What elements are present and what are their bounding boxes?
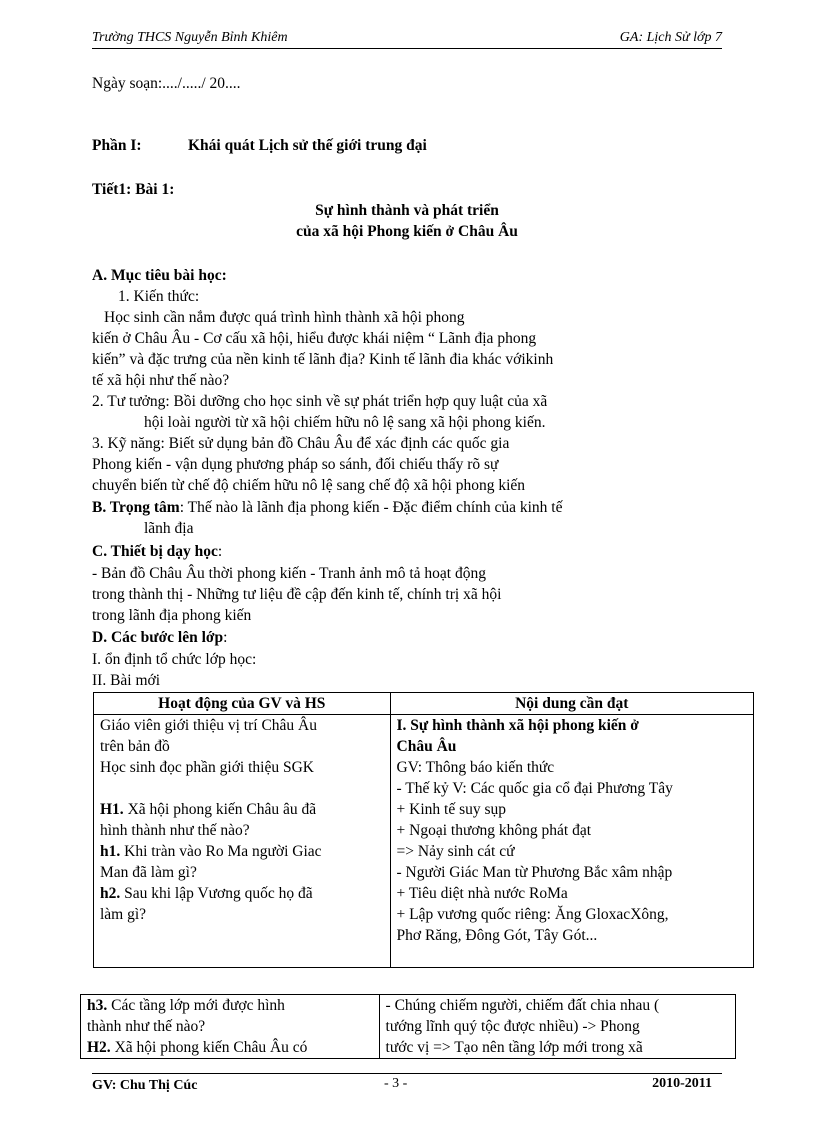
lesson-label: Tiết1: Bài 1:: [92, 181, 175, 198]
section-c-heading: [92, 542, 222, 562]
section-b-text: : Thế nào là lãnh địa phong kiến - Đặc điểm chính của kinh tế: [179, 499, 563, 516]
cell-line: làm gì?: [100, 906, 147, 923]
question-text: Sau khi lập Vương quốc họ đã: [120, 885, 313, 902]
question-label: h1.: [100, 843, 121, 860]
question-H2: [87, 1037, 373, 1058]
section-c-line: trong lãnh địa phong kiến: [92, 607, 252, 624]
section-b-line-2: lãnh địa: [144, 520, 194, 537]
section-d-label: D. Các bước lên lớp: [92, 629, 224, 646]
cell-line: Man đã làm gì?: [100, 864, 197, 881]
activities-cell: [81, 995, 380, 1059]
table-row: [94, 715, 754, 968]
question-h3: [87, 995, 373, 1016]
section-b-label: B. Trọng tâm: [92, 499, 180, 516]
section-a-line: chuyển biến từ chế độ chiếm hữu nô lệ sang chế độ xã hội phong kiến: [92, 477, 526, 494]
question-text: Xã hội phong kiến Châu Âu có: [110, 1039, 308, 1056]
cell-line: thành như thế nào?: [87, 1018, 206, 1035]
cell-line: tước vị => Tạo nên tầng lớp mới trong xã: [385, 1039, 643, 1056]
lesson-title-line-1: Sự hình thành và phát triển: [315, 202, 499, 219]
cell-line: hình thành như thế nào?: [100, 822, 250, 839]
activities-cell: [94, 715, 391, 968]
cell-line: - Thế kỷ V: Các quốc gia cổ đại Phương Tây: [396, 780, 673, 797]
question-h1: [100, 799, 384, 820]
section-c-label: C. Thiết bị dạy học: [92, 543, 218, 560]
section-b-line: [92, 498, 563, 518]
section-a-line: Học sinh cần nắm được quá trình hình thành xã hội phong: [104, 309, 465, 326]
cell-line: - Người Giác Man từ Phương Bắc xâm nhập: [396, 864, 673, 881]
question-label: h2.: [100, 885, 121, 902]
cell-line: => Nảy sinh cát cứ: [396, 843, 515, 860]
blank-line: [100, 778, 384, 799]
lesson-title-line-2: của xã hội Phong kiến ở Châu Âu: [296, 223, 518, 240]
section-d-colon: :: [223, 629, 228, 646]
header-subject: GA: Lịch Sử lớp 7: [619, 30, 722, 45]
content-heading: Châu Âu: [396, 738, 457, 755]
page-footer: [92, 1073, 722, 1093]
footer-teacher: GV: Chu Thị Cúc: [92, 1078, 198, 1093]
cell-line: trên bản đồ: [100, 738, 170, 755]
question-text: Các tầng lớp mới được hình: [107, 997, 285, 1014]
section-a-heading: A. Mục tiêu bài học:: [92, 267, 227, 284]
section-a-line: kiến ở Châu Âu - Cơ cấu xã hội, hiểu được khái niệm “ Lãnh địa phong: [92, 330, 537, 347]
cell-line: Phơ Răng, Đông Gót, Tây Gót...: [396, 927, 598, 944]
footer-year: 2010-2011: [652, 1076, 712, 1091]
part-title: Khái quát Lịch sử thế giới trung đại: [188, 137, 427, 154]
page-header: [92, 30, 722, 49]
cell-line: GV: Thông báo kiến thức: [396, 759, 555, 776]
section-d-line: I. ổn định tổ chức lớp học:: [92, 651, 257, 668]
column-header-activities: Hoạt động của GV và HS: [94, 693, 391, 715]
section-c-line: - Bản đồ Châu Âu thời phong kiến - Tranh ảnh mô tả hoạt động: [92, 565, 486, 582]
question-text: Xã hội phong kiến Châu âu đã: [123, 801, 317, 818]
question-h1-sub: [100, 841, 384, 862]
section-a-line: hội loài người từ xã hội chiếm hữu nô lệ sang xã hội phong kiến.: [144, 414, 546, 431]
section-a-line: tế xã hội như thế nào?: [92, 372, 230, 389]
column-header-content: Nội dung cần đạt: [390, 693, 753, 715]
cell-line: + Lập vương quốc riêng: Ăng GloxacXông,: [396, 906, 669, 923]
cell-line: + Ngoại thương không phát đạt: [396, 822, 592, 839]
cell-line: tướng lĩnh quý tộc được nhiều) -> Phong: [385, 1018, 640, 1035]
date-line: Ngày soạn:..../...../ 20....: [92, 75, 241, 92]
question-h2: [100, 883, 384, 904]
cell-line: - Chúng chiếm người, chiếm đất chia nhau (: [385, 997, 660, 1014]
section-a-line: 3. Kỹ năng: Biết sử dụng bản đồ Châu Âu để xác định các quốc gia: [92, 435, 510, 452]
content-cell: [379, 995, 735, 1059]
section-d-line: II. Bài mới: [92, 672, 161, 689]
section-a-line: 2. Tư tưởng: Bồi dưỡng cho học sinh về sự phát triển hợp quy luật của xã: [92, 393, 548, 410]
content-cell: [390, 715, 753, 968]
section-d-heading: [92, 628, 227, 648]
table-header-row: [94, 693, 754, 715]
question-label: H2.: [87, 1039, 111, 1056]
continuation-table: [80, 994, 736, 1059]
part-label: Phần I:: [92, 137, 142, 154]
cell-line: + Kinh tế suy sụp: [396, 801, 507, 818]
cell-line: Học sinh đọc phần giới thiệu SGK: [100, 759, 314, 776]
question-text: Khi tràn vào Ro Ma người Giac: [120, 843, 322, 860]
section-a-item-1: 1. Kiến thức:: [118, 288, 200, 305]
cell-line: Giáo viên giới thiệu vị trí Châu Âu: [100, 717, 317, 734]
section-a-line: kiến” và đặc trưng của nền kinh tế lãnh địa? Kinh tế lãnh đia khác vớikinh: [92, 351, 554, 368]
question-label: H1.: [100, 801, 124, 818]
section-a-line: Phong kiến - vận dụng phương pháp so sánh, đối chiếu thấy rõ sự: [92, 456, 499, 473]
question-label: h3.: [87, 997, 108, 1014]
content-heading: I. Sự hình thành xã hội phong kiến ở: [396, 717, 639, 734]
table-row: [81, 995, 736, 1059]
lesson-table: [93, 692, 754, 968]
page-number: - 3 -: [384, 1076, 408, 1091]
header-school: Trường THCS Nguyễn Bỉnh Khiêm: [92, 30, 288, 45]
section-c-line: trong thành thị - Những tư liệu đề cập đến kinh tế, chính trị xã hội: [92, 586, 502, 603]
section-c-colon: :: [217, 543, 223, 560]
cell-line: + Tiêu diệt nhà nước RoMa: [396, 885, 568, 902]
